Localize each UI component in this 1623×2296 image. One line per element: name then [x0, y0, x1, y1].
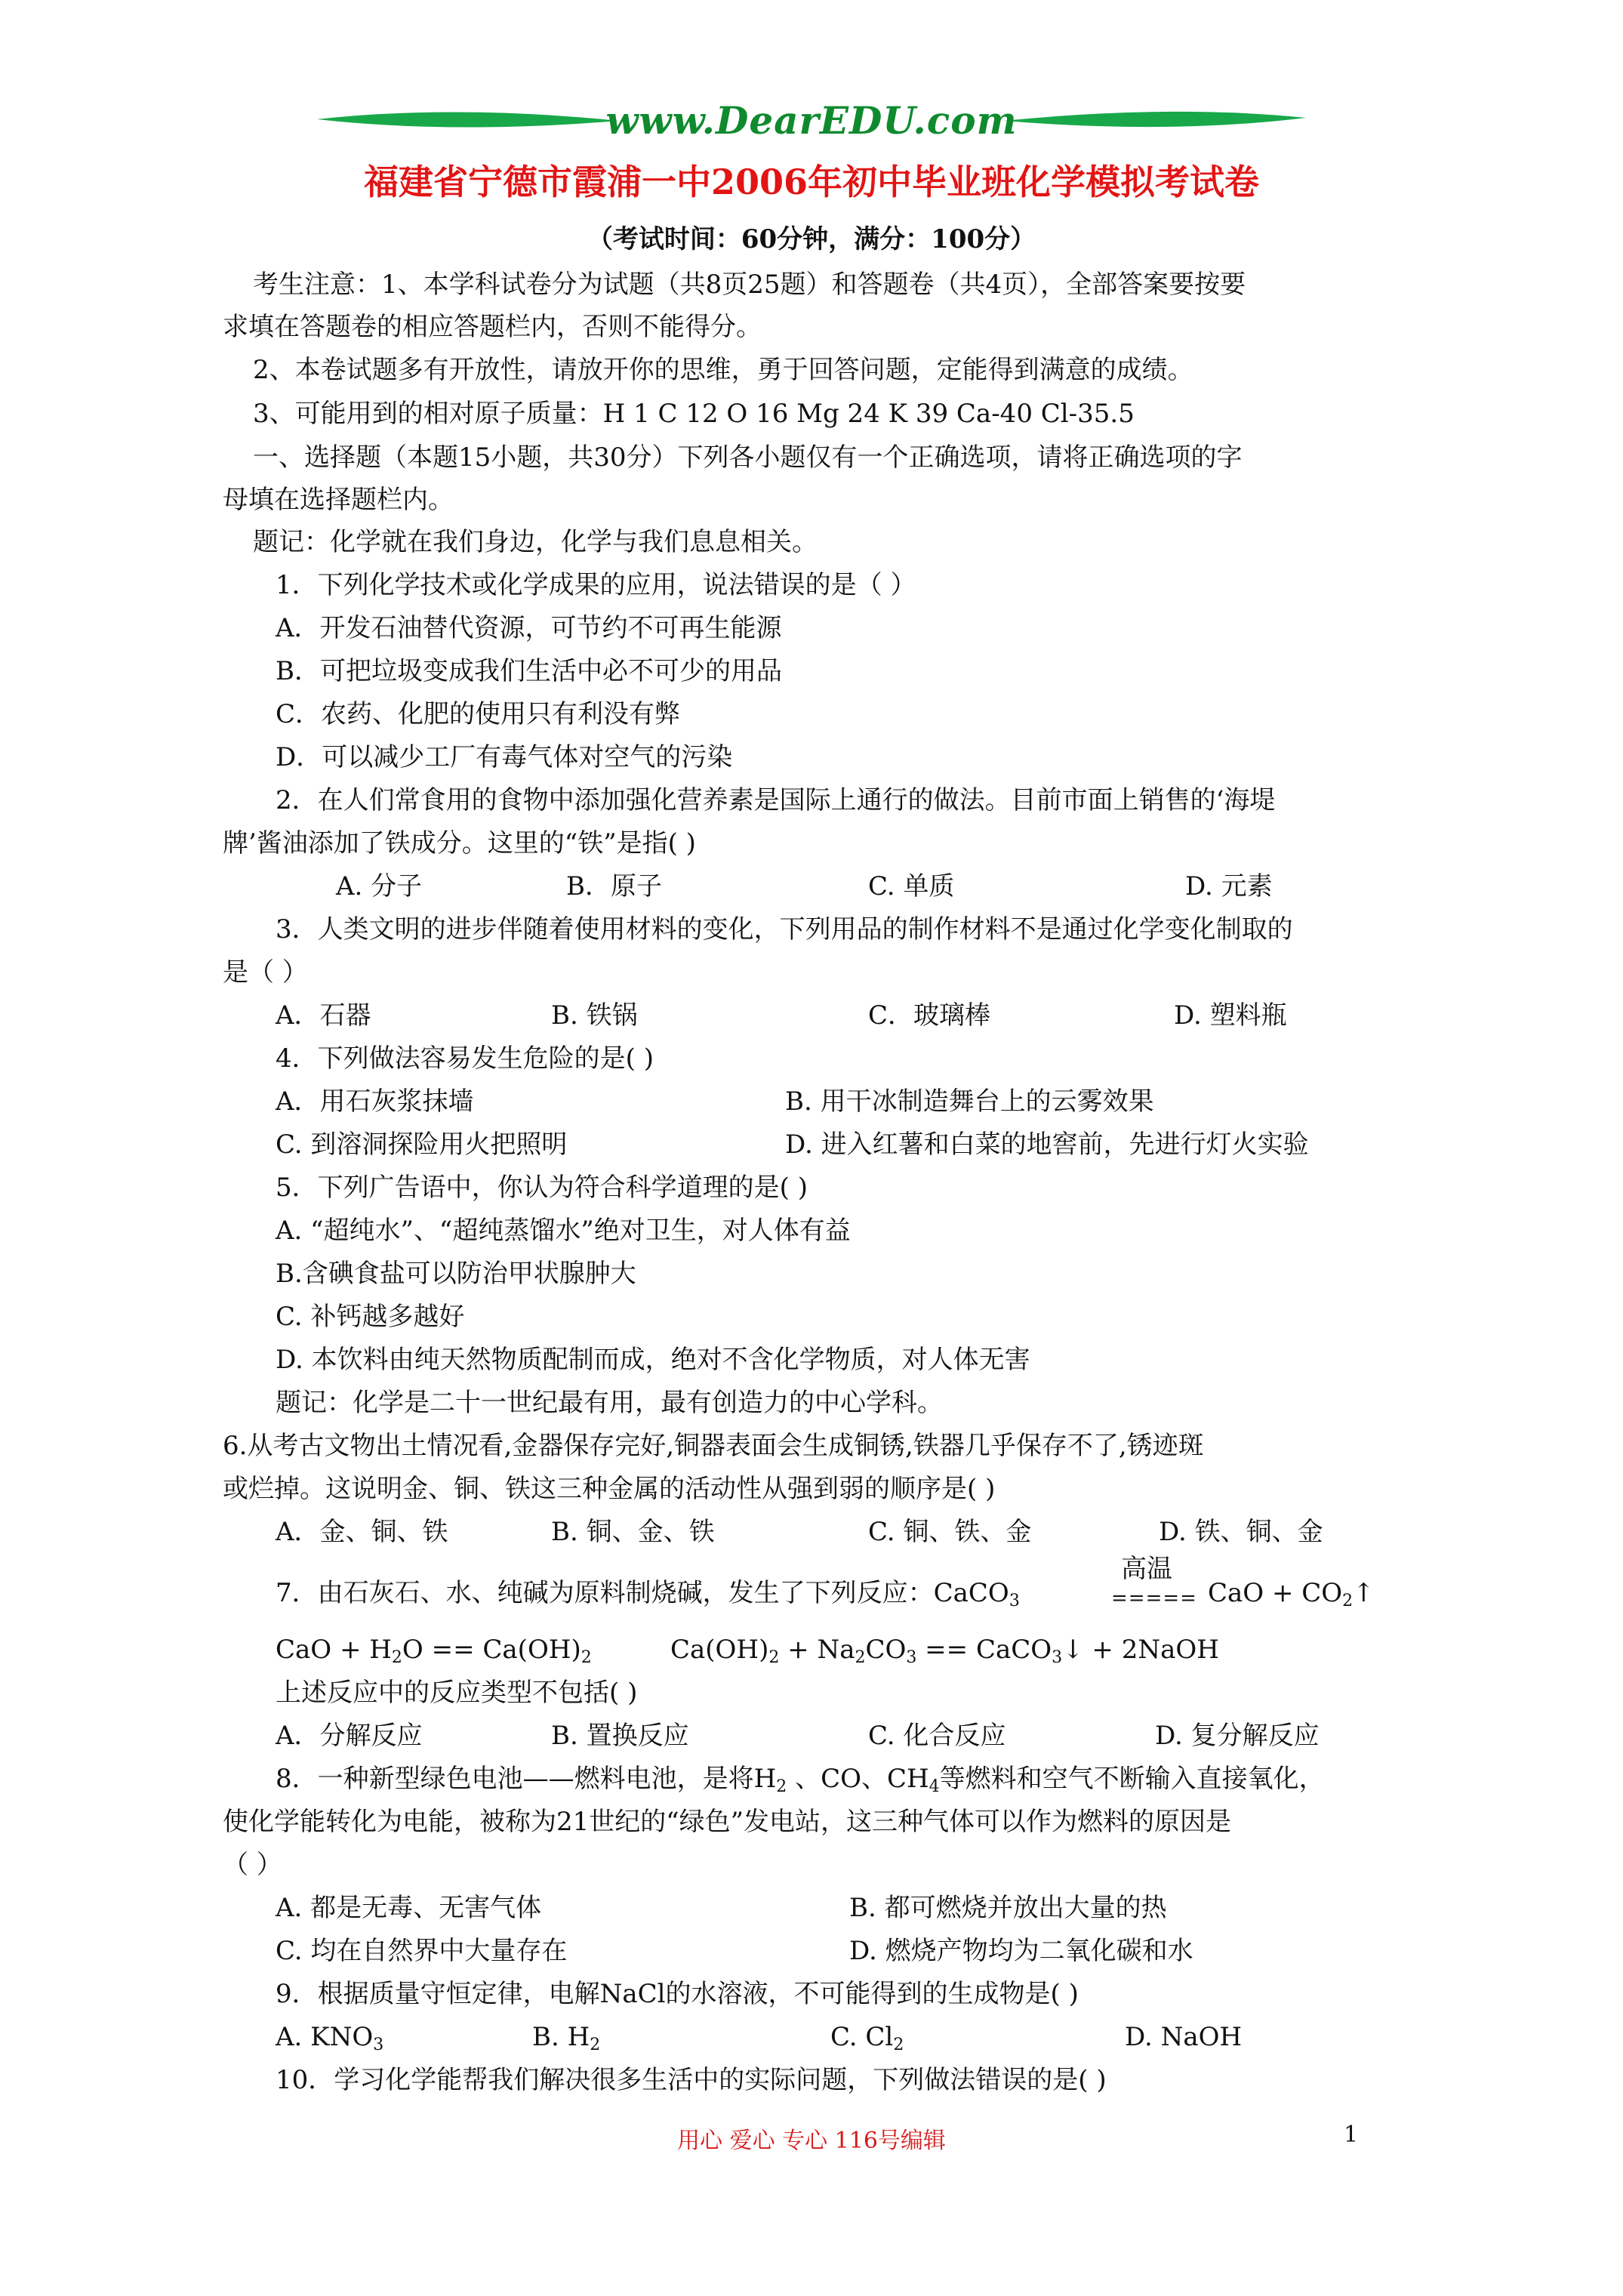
q7-co2-sub: 2 — [1342, 1592, 1354, 1610]
q8-stem-a — [276, 1764, 1325, 1794]
q4-option-a: A．用石灰浆抹墙 — [276, 1086, 474, 1117]
q9-option-c — [830, 2022, 904, 2052]
q9-option-c-text: C. Cl — [830, 2022, 894, 2052]
tiji-1: 题记：化学就在我们身边，化学与我们息息相关。 — [253, 527, 818, 557]
q1-option-a: A．开发石油替代资源，可节约不可再生能源 — [276, 613, 782, 643]
q7-caco3-sub: 3 — [1009, 1592, 1020, 1610]
q8-sub2: 4 — [929, 1777, 940, 1796]
q7-r3c: CO — [865, 1635, 907, 1665]
q4-stem: 4．下列做法容易发生危险的是( ) — [276, 1043, 654, 1074]
q4-option-d: D. 进入红薯和白菜的地窖前，先进行灯火实验 — [785, 1130, 1309, 1160]
q7-option-a: A．分解反应 — [276, 1721, 423, 1751]
q8-option-a: A. 都是无毒、无害气体 — [276, 1893, 542, 1923]
q7-r3e: ↓ + 2NaOH — [1062, 1635, 1219, 1665]
q5-stem: 5．下列广告语中，你认为符合科学道理的是( ) — [276, 1173, 808, 1203]
q7-r3d: == CaCO — [916, 1635, 1052, 1665]
q5-option-c: C. 补钙越多越好 — [276, 1302, 465, 1332]
q7-r3a: Ca(OH) — [670, 1635, 769, 1665]
q7-reaction-3 — [670, 1635, 1219, 1665]
q8-stem-a2: 、CO、CH — [787, 1764, 929, 1794]
tiji-2: 题记：化学是二十一世纪最有用，最有创造力的中心学科。 — [276, 1388, 943, 1418]
q7-r2-sub: 2 — [581, 1648, 592, 1667]
site-logo — [302, 91, 1321, 159]
q1-stem: 1．下列化学技术或化学成果的应用，说法错误的是（ ） — [276, 570, 916, 600]
q8-option-c: C. 均在自然界中大量存在 — [276, 1936, 568, 1966]
q2-stem-b: 牌’酱油添加了铁成分。这里的“铁”是指( ) — [223, 828, 696, 858]
page-number: 1 — [1344, 2122, 1359, 2148]
q1-option-d: D．可以减少工厂有毒气体对空气的污染 — [276, 742, 733, 772]
q10-stem: 10．学习化学能帮我们解决很多生活中的实际问题，下列做法错误的是( ) — [276, 2065, 1107, 2095]
q8-option-d: D. 燃烧产物均为二氧化碳和水 — [849, 1936, 1193, 1966]
q7-stem-text: 7．由石灰石、水、纯碱为原料制烧碱，发生了下列反应：CaCO — [276, 1578, 1009, 1608]
q5-option-b: B.含碘食盐可以防治甲状腺肿大 — [276, 1259, 636, 1289]
q7-r2b: O == Ca(OH) — [402, 1635, 581, 1665]
logo-text: www.DearEDU.com — [605, 98, 1018, 143]
q7-equals: ===== — [1111, 1587, 1197, 1610]
q8-option-b: B. 都可燃烧并放出大量的热 — [849, 1893, 1167, 1923]
q2-option-a: A. 分子 — [336, 871, 423, 901]
section-heading-a: 一、选择题（本题15小题，共30分）下列各小题仅有一个正确选项，请将正确选项的字 — [253, 442, 1243, 473]
q7-option-c: C. 化合反应 — [868, 1721, 1006, 1751]
q9-option-b-text: B. H — [532, 2022, 590, 2052]
q7-option-b: B. 置换反应 — [551, 1721, 689, 1751]
q7-r2-h2o-sub: 2 — [391, 1648, 402, 1667]
q1-option-b: B．可把垃圾变成我们生活中必不可少的用品 — [276, 656, 782, 686]
q4-option-c: C. 到溶洞探险用火把照明 — [276, 1130, 568, 1160]
q7-condition: 高温 — [1121, 1554, 1172, 1584]
q6-option-b: B. 铜、金、铁 — [551, 1517, 715, 1547]
q5-option-a: A. “超纯水”、“超纯蒸馏水”绝对卫生，对人体有益 — [276, 1216, 851, 1246]
up-arrow-icon: ↑ — [1353, 1578, 1375, 1608]
q3-option-c: C．玻璃棒 — [868, 1000, 991, 1031]
q9-option-a — [276, 2022, 383, 2052]
q8-stem-a1: 8．一种新型绿色电池——燃料电池，是将H — [276, 1764, 777, 1794]
q8-sub1: 2 — [776, 1777, 787, 1796]
q7-r3-sub4: 3 — [1052, 1648, 1063, 1667]
q1-option-c: C．农药、化肥的使用只有利没有弊 — [276, 699, 681, 729]
notice-line-1a: 考生注意：1、本学科试卷分为试题（共8页25题）和答题卷（共4页），全部答案要按要 — [253, 270, 1246, 300]
q2-option-c: C. 单质 — [868, 871, 955, 901]
notice-line-3: 3、可能用到的相对原子质量：H 1 C 12 O 16 Mg 24 K 39 Ca-40 Cl-35.5 — [253, 399, 1135, 429]
q6-option-c: C. 铜、铁、金 — [868, 1517, 1032, 1547]
section-heading-b: 母填在选择题栏内。 — [223, 485, 454, 515]
q7-r3b: + Na — [779, 1635, 855, 1665]
q8-stem-c: （ ） — [223, 1850, 282, 1880]
q8-stem-a3: 等燃料和空气不断输入直接氧化， — [939, 1764, 1325, 1794]
notice-line-1b: 求填在答题卷的相应答题栏内，否则不能得分。 — [223, 312, 762, 342]
q6-stem-a: 6.从考古文物出土情况看,金器保存完好,铜器表面会生成铜锈,铁器几乎保存不了,锈迹斑 — [223, 1431, 1204, 1461]
notice-line-2: 2、本卷试题多有开放性，请放开你的思维，勇于回答问题，定能得到满意的成绩。 — [253, 355, 1193, 385]
q6-option-a: A．金、铜、铁 — [276, 1517, 448, 1547]
q9-option-a-text: A. KNO — [276, 2022, 374, 2052]
q3-option-d: D. 塑料瓶 — [1174, 1000, 1287, 1031]
q9-option-b — [532, 2022, 600, 2052]
q7-r3-sub2: 2 — [855, 1648, 866, 1667]
q9-option-a-sub: 3 — [373, 2036, 384, 2054]
page-title: 福建省宁德市霞浦一中2006年初中毕业班化学模拟考试卷 — [363, 162, 1260, 202]
q7-r3-sub3: 3 — [906, 1648, 917, 1667]
q3-option-b: B. 铁锅 — [551, 1000, 638, 1031]
q7-reaction-2 — [276, 1635, 592, 1665]
q5-option-d: D. 本饮料由纯天然物质配制而成，绝对不含化学物质，对人体无害 — [276, 1345, 1030, 1375]
q9-option-d: D. NaOH — [1125, 2022, 1243, 2052]
q2-stem-a: 2．在人们常食用的食物中添加强化营养素是国际上通行的做法。目前市面上销售的‘海堤 — [276, 785, 1276, 815]
q7-product — [1208, 1578, 1375, 1608]
q2-option-d: D. 元素 — [1185, 871, 1273, 901]
exam-subtitle: （考试时间：60分钟，满分：100分） — [587, 224, 1036, 254]
q9-option-b-sub: 2 — [590, 2036, 601, 2054]
q7-r2a: CaO + H — [276, 1635, 392, 1665]
q9-option-c-sub: 2 — [893, 2036, 904, 2054]
q7-r3-sub1: 2 — [768, 1648, 780, 1667]
q2-option-b: B．原子 — [566, 871, 662, 901]
q7-product-text: CaO + CO — [1208, 1578, 1343, 1608]
q7-stem-2: 上述反应中的反应类型不包括( ) — [276, 1678, 638, 1708]
q4-option-b: B. 用干冰制造舞台上的云雾效果 — [785, 1086, 1154, 1117]
q3-option-a: A．石器 — [276, 1000, 371, 1031]
q6-stem-b: 或烂掉。这说明金、铜、铁这三种金属的活动性从强到弱的顺序是( ) — [223, 1474, 996, 1504]
page-footer: 用心 爱心 专心 116号编辑 — [677, 2128, 946, 2154]
q7-option-d: D. 复分解反应 — [1155, 1721, 1320, 1751]
q6-option-d: D. 铁、铜、金 — [1159, 1517, 1323, 1547]
q8-stem-b: 使化学能转化为电能，被称为21世纪的“绿色”发电站，这三种气体可以作为燃料的原因是 — [223, 1807, 1232, 1837]
q9-stem: 9．根据质量守恒定律，电解NaCl的水溶液，不可能得到的生成物是( ) — [276, 1979, 1079, 2009]
q3-stem-b: 是（ ） — [223, 957, 308, 988]
q7-stem — [276, 1578, 1020, 1608]
q3-stem-a: 3．人类文明的进步伴随着使用材料的变化，下列用品的制作材料不是通过化学变化制取的 — [276, 914, 1293, 945]
